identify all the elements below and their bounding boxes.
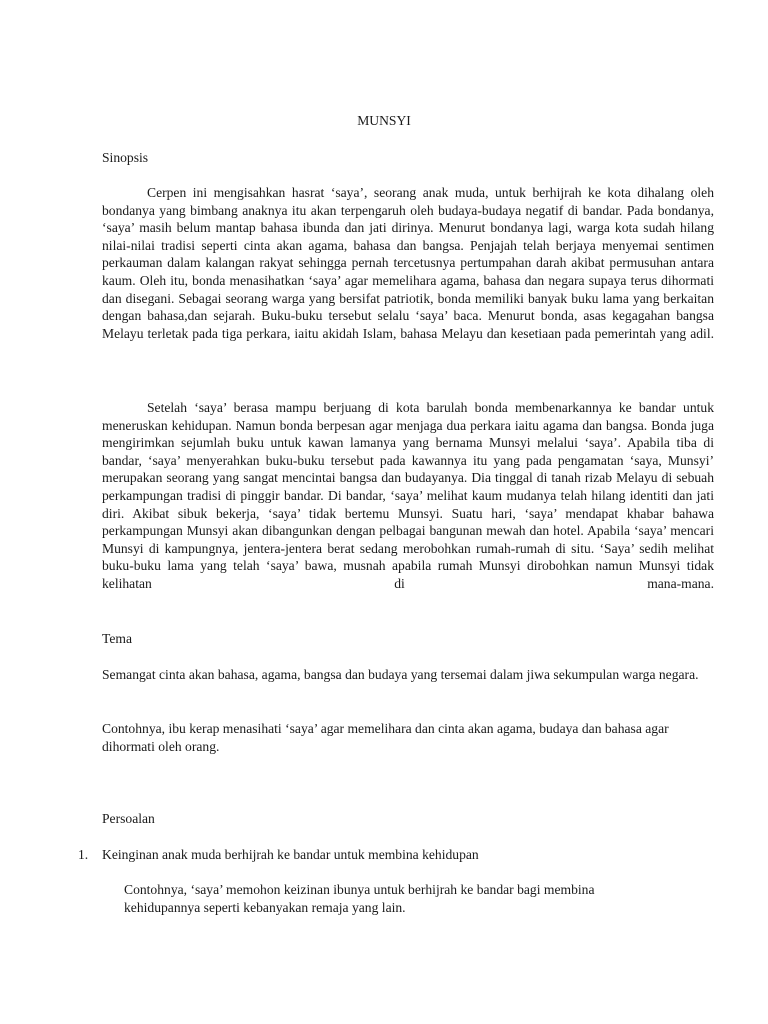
sinopsis-paragraph-2: Setelah ‘saya’ berasa mampu berjuang di kota barulah bonda membenarkannya ke bandar untuk meneruskan kehidupan. Namun bonda berpesan agar menjaga dua perkara iaitu agama dan bangsa. Bonda juga mengirimkan sejumlah buku untuk kawan lamanya yang bernama Munsyi melalui ‘saya’. Apabila tiba di bandar, ‘saya’ menyerahkan buku-buku tersebut pada kawannya itu yang pada pengamatan ‘saya, Munsyi’ merupakan seorang yang sangat mencintai bangsa dan budayanya. Dia tinggal di tanah rizab Melayu di sebuah perkampungan tradisi di pinggir bandar. Di bandar, ‘saya’ melihat kaum mudanya telah hilang identiti dan jati diri. Akibat sibuk bekerja, ‘saya’ tidak bertemu Munsyi. Suatu hari, ‘saya’ mendapat khabar bahawa perkampungan Munsyi akan dibangunkan dengan pelbagai bangunan mewah dan hotel. Apabila ‘saya’ mencari Munsyi di kampungnya, jentera-jentera berat sedang merobohkan rumah-rumah di situ. ‘Saya’ sedih melihat buku-buku lama yang telah ‘saya’ bawa, musnah apabila rumah Munsyi dirobohkan namun Munsyi tidak kelihatan di mana-mana. xyxy=(102,400,714,591)
tema-heading: Tema xyxy=(102,631,132,646)
persoalan-item-example: Contohnya, ‘saya’ memohon keizinan ibunya untuk berhijrah ke bandar bagi membina kehidupannya seperti kebanyakan remaja yang lain. xyxy=(124,882,595,915)
persoalan-item-text: Keinginan anak muda berhijrah ke bandar untuk membina kehidupan xyxy=(102,847,479,862)
sinopsis-paragraph-1: Cerpen ini mengisahkan hasrat ‘saya’, seorang anak muda, untuk berhijrah ke kota dihalang oleh bondanya yang bimbang anaknya itu akan terpengaruh oleh budaya-budaya negatif di bandar. Pada bondanya, ‘saya’ masih belum mantap bahasa ibunda dan jati dirinya. Menurut bondanya lagi, warga kota sudah hilang nilai-nilai tradisi seperti cinta akan agama, bahasa dan bangsa. Penjajah telah berjaya menyemai sentimen perkauman dalam kalangan rakyat sehingga pernah tercetusnya pertumpahan darah akibat permusuhan antara kaum. Oleh itu, bonda menasihatkan ‘saya’ agar memelihara agama, bahasa dan negara supaya terus dihormati dan disegani. Sebagai seorang warga yang bersifat patriotik, bonda memiliki banyak buku lama yang berkaitan dengan bahasa,dan sejarah. Buku-buku tersebut selalu ‘saya’ baca. Menurut bonda, asas kegagahan bangsa Melayu terletak pada tiga perkara, iaitu akidah Islam, bahasa Melayu dan kesetiaan pada pemerintah yang adil. xyxy=(102,185,714,341)
persoalan-heading: Persoalan xyxy=(102,811,155,826)
persoalan-item-number: 1. xyxy=(78,847,89,862)
document-title: MUNSYI xyxy=(357,113,411,128)
tema-paragraph-1: Semangat cinta akan bahasa, agama, bangsa dan budaya yang tersemai dalam jiwa sekumpulan warga negara. xyxy=(102,667,699,682)
sinopsis-heading: Sinopsis xyxy=(102,150,149,165)
tema-paragraph-2: Contohnya, ibu kerap menasihati ‘saya’ agar memelihara dan cinta akan agama, budaya dan bahasa agar dihormati oleh orang. xyxy=(102,721,669,754)
